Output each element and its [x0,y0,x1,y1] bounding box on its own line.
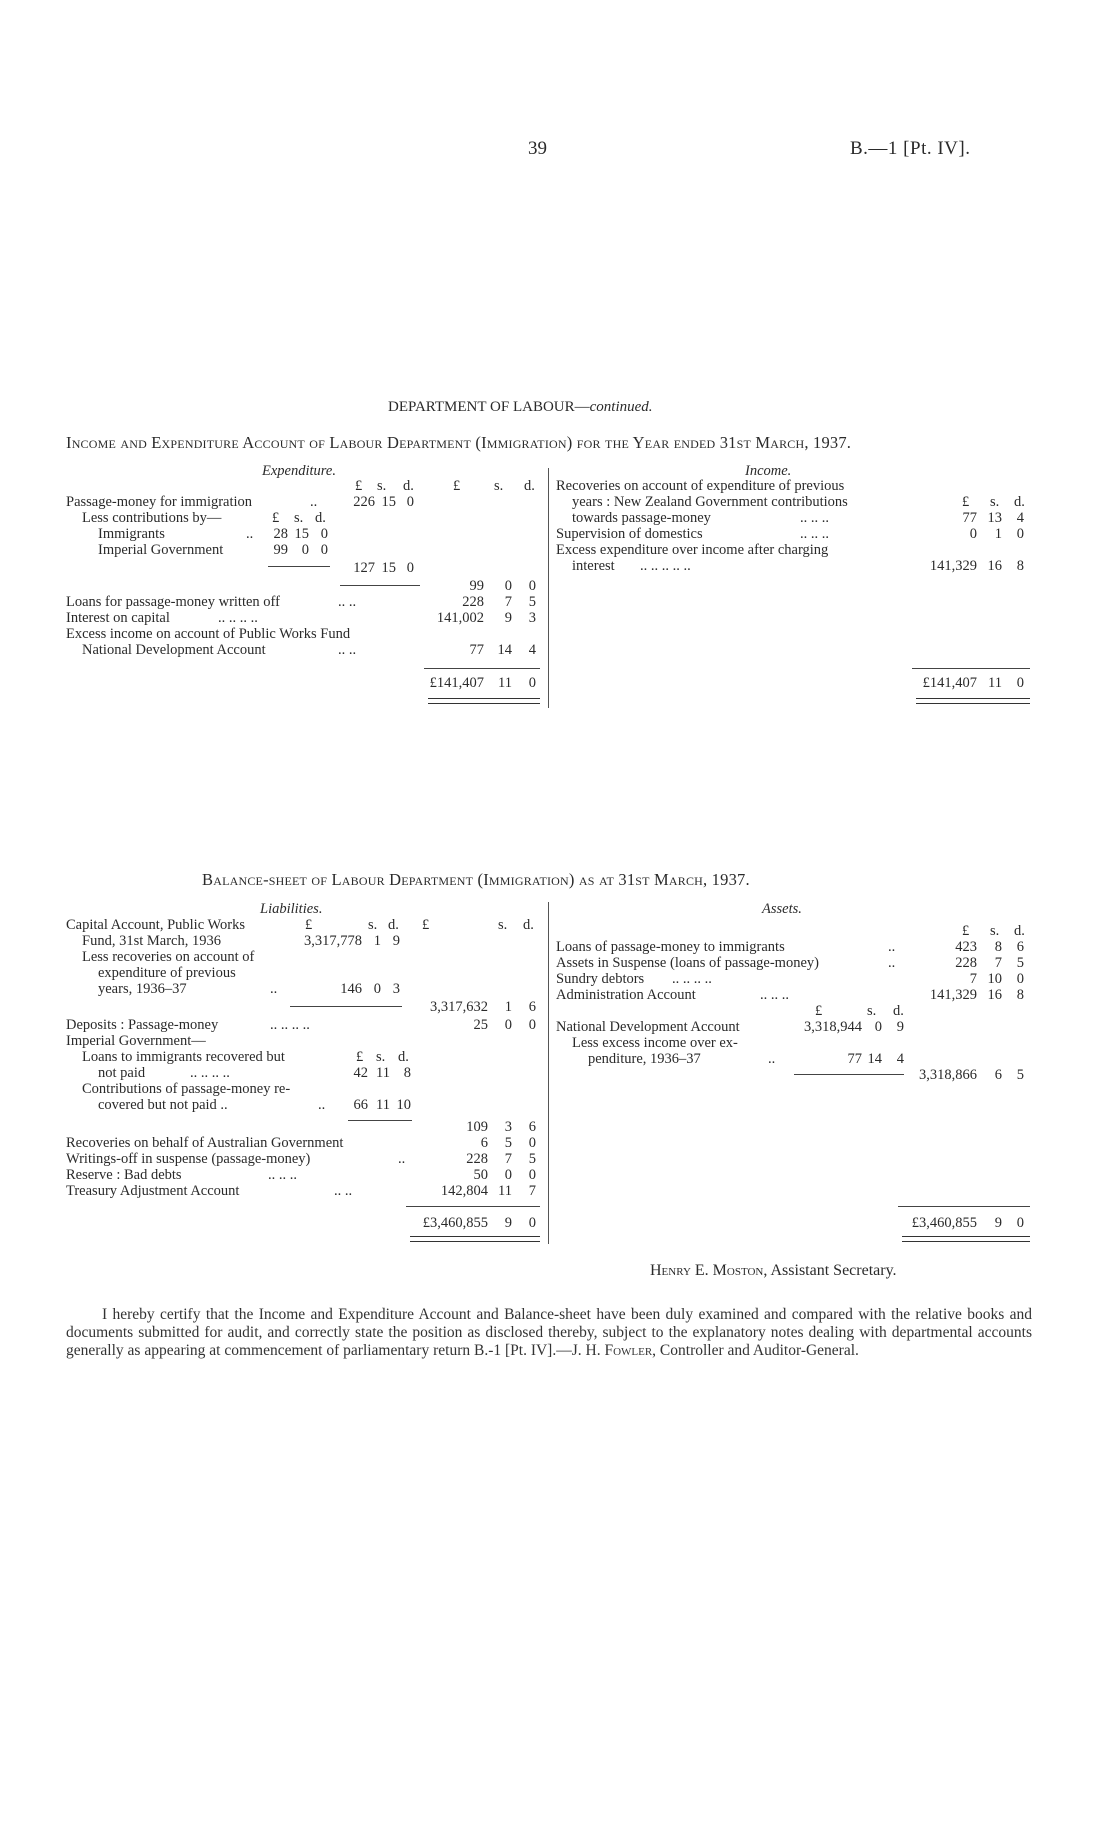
amount-shillings: 7 [504,594,512,610]
total-shillings: 11 [988,675,1002,691]
row-label: Administration Account [556,987,696,1003]
col-head-pound: £ [272,510,280,526]
leader-dots: .. [318,1097,326,1113]
leader-dots: .. .. .. [800,510,829,526]
col-head-shillings: s. [867,1003,877,1019]
total-rule-top [406,1206,540,1207]
amount-pound: 77 [469,642,484,658]
amount-pound: 141,002 [436,610,484,626]
amount-pound: 226 [353,494,375,510]
amount-pound: 6 [480,1135,488,1151]
total-double-rule [902,1236,1030,1242]
amount-pence: 0 [528,1167,536,1183]
row-label: Interest on capital [66,610,170,626]
col-head-pound: £ [815,1003,823,1019]
col-head-pound-outer: £ [453,478,461,494]
col-head-shillings: s. [990,494,1000,510]
amount-pound: 25 [473,1017,488,1033]
excess-expenditure-label-1: Excess expenditure over income after charging [556,542,829,558]
total-rule-top [424,668,540,669]
amount-pound: 423 [955,939,977,955]
total-pound: £3,460,855 [911,1215,977,1231]
leader-dots: .. .. [334,1183,353,1199]
total-rule-top [898,1206,1030,1207]
amount-pence: 10 [396,1097,411,1113]
leader-dots: .. .. .. .. [270,1017,310,1033]
amount-shillings: 16 [987,558,1002,574]
row-label: National Development Account [556,1019,740,1035]
amount-shillings: 1 [504,999,512,1015]
leader-dots: .. .. .. [760,987,789,1003]
col-head-pence-outer: d. [523,917,534,933]
col-head-shillings-outer: s. [494,478,504,494]
row-label: Loans for passage-money written off [66,594,280,610]
total-double-rule [916,698,1030,704]
row-label: Sundry debtors [556,971,645,987]
amount-shillings: 0 [504,1017,512,1033]
leader-dots: .. .. .. .. [218,610,258,626]
amount-shillings: 0 [874,1019,882,1035]
signature: Henry E. Moston, Assistant Secretary. [650,1262,897,1279]
amount-shillings: 15 [294,526,309,542]
income-heading: Income. [745,463,792,479]
amount-shillings: 8 [994,939,1002,955]
recoveries-label-1: Recoveries on account of expenditure of previous [556,478,845,494]
row-label: Loans of passage-money to immigrants [556,939,785,955]
row-label: interest [572,558,615,574]
amount-pound: 0 [969,526,977,542]
total-pence: 0 [1016,1215,1024,1231]
amount-pence: 0 [406,560,414,576]
expenditure-heading: Expenditure. [262,463,336,479]
row-label: Treasury Adjustment Account [66,1183,240,1199]
amount-shillings: 16 [987,987,1002,1003]
col-head-shillings: s. [368,917,378,933]
amount-pence: 8 [1016,558,1024,574]
amount-pence: 0 [528,1017,536,1033]
col-head-pound: £ [962,494,970,510]
amount-pence: 0 [528,578,536,594]
amount-pence: 0 [406,494,414,510]
amount-pound: 228 [955,955,977,971]
row-label: covered but not paid .. [98,1097,228,1113]
row-label: penditure, 1936–37 [588,1051,701,1067]
col-head-shillings: s. [294,510,304,526]
leader-dots: .. .. .. [800,526,829,542]
amount-shillings: 3 [504,1119,512,1135]
assets-heading: Assets. [762,901,802,917]
row-label: Assets in Suspense (loans of passage-money) [556,955,819,971]
leader-dots: .. [888,939,896,955]
amount-pence: 4 [896,1051,904,1067]
col-head-pound: £ [962,923,970,939]
col-head-pence: d. [403,478,414,494]
col-head-pound: £ [355,478,363,494]
recoveries-label-2: years : New Zealand Government contributions [572,494,848,510]
amount-shillings: 7 [504,1151,512,1167]
amount-pence: 9 [896,1019,904,1035]
less-recoveries-label-2: expenditure of previous [98,965,236,981]
amount-shillings: 5 [504,1135,512,1151]
total-pence: 0 [1016,675,1024,691]
amount-shillings: 14 [867,1051,882,1067]
leader-dots: .. [270,981,278,997]
amount-pence: 0 [320,526,328,542]
row-label: not paid [98,1065,146,1081]
balance-sheet-title: Balance-sheet of Labour Department (Immigration) as at 31st March, 1937. [202,870,750,889]
audit-certificate: I hereby certify that the Income and Expenditure Account and Balance-sheet have been duly examined and compared with the relative books and documents submitted for audit, and correctly state the position as disclosed thereby, subject to the explanatory notes dealing with departmental accounts generally as appearing at commencement of parliamentary return B.-1 [Pt. IV].—J. H. Fowler, Controller and Auditor-General. [66,1306,1032,1359]
contributions-label-1: Contributions of passage-money re- [82,1081,291,1097]
total-pence: 0 [528,675,536,691]
column-divider [548,902,549,1244]
amount-shillings: 0 [504,1167,512,1183]
subtotal-rule [794,1074,904,1075]
leader-dots: .. .. [338,642,357,658]
amount-pound: 99 [469,578,484,594]
amount-pound: 141,329 [929,987,977,1003]
col-head-pence: d. [315,510,326,526]
income-account-title: Income and Expenditure Account of Labour Department (Immigration) for the Year ended 31st March, 1937. [66,433,852,452]
amount-pound: 228 [462,594,484,610]
column-divider [548,468,549,708]
total-pound: £141,407 [429,675,484,691]
col-head-pence: d. [893,1003,904,1019]
total-double-rule [410,1236,540,1242]
amount-pence: 0 [1016,971,1024,987]
excess-income-label-1: Excess income on account of Public Works Fund [66,626,351,642]
amount-pence: 5 [528,1151,536,1167]
amount-pence: 5 [1016,955,1024,971]
amount-pence: 6 [1016,939,1024,955]
total-shillings: 9 [504,1215,512,1231]
amount-pound: 50 [473,1167,488,1183]
leader-dots: .. .. [338,594,357,610]
liabilities-heading: Liabilities. [260,901,323,917]
col-head-pence: d. [1014,494,1025,510]
amount-pound: 28 [273,526,288,542]
amount-pound: 109 [466,1119,488,1135]
col-head-pound: £ [305,917,313,933]
net-rule [340,585,420,586]
row-label: Fund, 31st March, 1936 [82,933,221,949]
row-label: Writings-off in suspense (passage-money) [66,1151,311,1167]
amount-shillings: 6 [994,1067,1002,1083]
amount-pound: 99 [273,542,288,558]
row-label: Deposits : Passage-money [66,1017,219,1033]
subtotal-rule [268,566,330,567]
row-label: years, 1936–37 [98,981,187,997]
amount-pence: 0 [1016,526,1024,542]
row-label: Imperial Government [98,542,224,558]
leader-dots: .. [246,526,254,542]
amount-pound: 142,804 [440,1183,488,1199]
row-label: Passage-money for immigration [66,494,253,510]
amount-pound: 3,317,778 [304,933,362,949]
leader-dots: .. [310,494,318,510]
amount-pound: 228 [466,1151,488,1167]
row-label: Less contributions by— [82,510,222,526]
page-number: 39 [528,138,547,159]
amount-pound: 77 [962,510,977,526]
col-head-shillings: s. [376,1049,386,1065]
amount-shillings: 13 [987,510,1002,526]
amount-pound: 77 [847,1051,862,1067]
loans-recovered-label-1: Loans to immigrants recovered but [82,1049,285,1065]
amount-pence: 7 [528,1183,536,1199]
col-head-pence-outer: d. [524,478,535,494]
total-shillings: 11 [498,675,512,691]
imperial-government-label: Imperial Government— [66,1033,206,1049]
amount-shillings: 15 [381,494,396,510]
col-head-shillings: s. [990,923,1000,939]
total-double-rule [428,698,540,704]
amount-shillings: 0 [373,981,381,997]
row-label: Supervision of domestics [556,526,703,542]
row-label: Immigrants [98,526,165,542]
row-label: National Development Account [82,642,266,658]
amount-pound: 3,318,866 [919,1067,977,1083]
amount-shillings: 15 [381,560,396,576]
amount-pence: 4 [1016,510,1024,526]
amount-shillings: 11 [498,1183,512,1199]
amount-shillings: 1 [994,526,1002,542]
amount-pound: 3,317,632 [430,999,488,1015]
amount-pence: 3 [528,610,536,626]
amount-pence: 5 [1016,1067,1024,1083]
subtotal-rule [290,1006,402,1007]
amount-pence: 3 [392,981,400,997]
amount-pence: 5 [528,594,536,610]
leader-dots: .. [888,955,896,971]
col-head-pound-outer: £ [422,917,430,933]
amount-pound: 127 [353,560,375,576]
amount-pound: 146 [340,981,362,997]
amount-pence: 8 [1016,987,1024,1003]
total-rule-top [912,668,1030,669]
amount-shillings: 10 [987,971,1002,987]
department-title: DEPARTMENT OF LABOUR—continued. [388,399,653,415]
amount-shillings: 14 [497,642,512,658]
less-excess-label-1: Less excess income over ex- [572,1035,738,1051]
amount-pound: 42 [353,1065,368,1081]
amount-shillings: 1 [373,933,381,949]
amount-pence: 6 [528,1119,536,1135]
total-pound: £141,407 [922,675,977,691]
col-head-pence: d. [388,917,399,933]
capital-label-1: Capital Account, Public Works [66,917,245,933]
amount-pence: 4 [528,642,536,658]
col-head-shillings: s. [377,478,387,494]
leader-dots: .. .. .. .. .. [640,558,691,574]
leader-dots: .. [768,1051,776,1067]
amount-shillings: 7 [994,955,1002,971]
amount-pence: 0 [528,1135,536,1151]
leader-dots: .. .. .. [268,1167,297,1183]
amount-shillings: 11 [376,1065,390,1081]
page-reference: B.—1 [Pt. IV]. [850,138,971,159]
amount-pound: 66 [353,1097,368,1113]
amount-pound: 141,329 [929,558,977,574]
leader-dots: .. [398,1151,406,1167]
col-head-pound: £ [356,1049,364,1065]
amount-pence: 8 [403,1065,411,1081]
col-head-pence: d. [1014,923,1025,939]
amount-shillings: 9 [504,610,512,626]
total-pound: £3,460,855 [422,1215,488,1231]
leader-dots: .. .. .. .. [190,1065,230,1081]
amount-pence: 9 [392,933,400,949]
less-recoveries-label-1: Less recoveries on account of [82,949,255,965]
amount-shillings: 0 [504,578,512,594]
amount-shillings: 0 [301,542,309,558]
col-head-pence: d. [398,1049,409,1065]
amount-pence: 6 [528,999,536,1015]
row-label: Recoveries on behalf of Australian Government [66,1135,344,1151]
leader-dots: .. .. .. .. [672,971,712,987]
amount-pence: 0 [320,542,328,558]
total-pence: 0 [528,1215,536,1231]
col-head-shillings-outer: s. [498,917,508,933]
total-shillings: 9 [994,1215,1002,1231]
row-label: Reserve : Bad debts [66,1167,182,1183]
row-label: towards passage-money [572,510,711,526]
amount-pound: 7 [969,971,977,987]
amount-pound: 3,318,944 [804,1019,862,1035]
amount-shillings: 11 [376,1097,390,1113]
